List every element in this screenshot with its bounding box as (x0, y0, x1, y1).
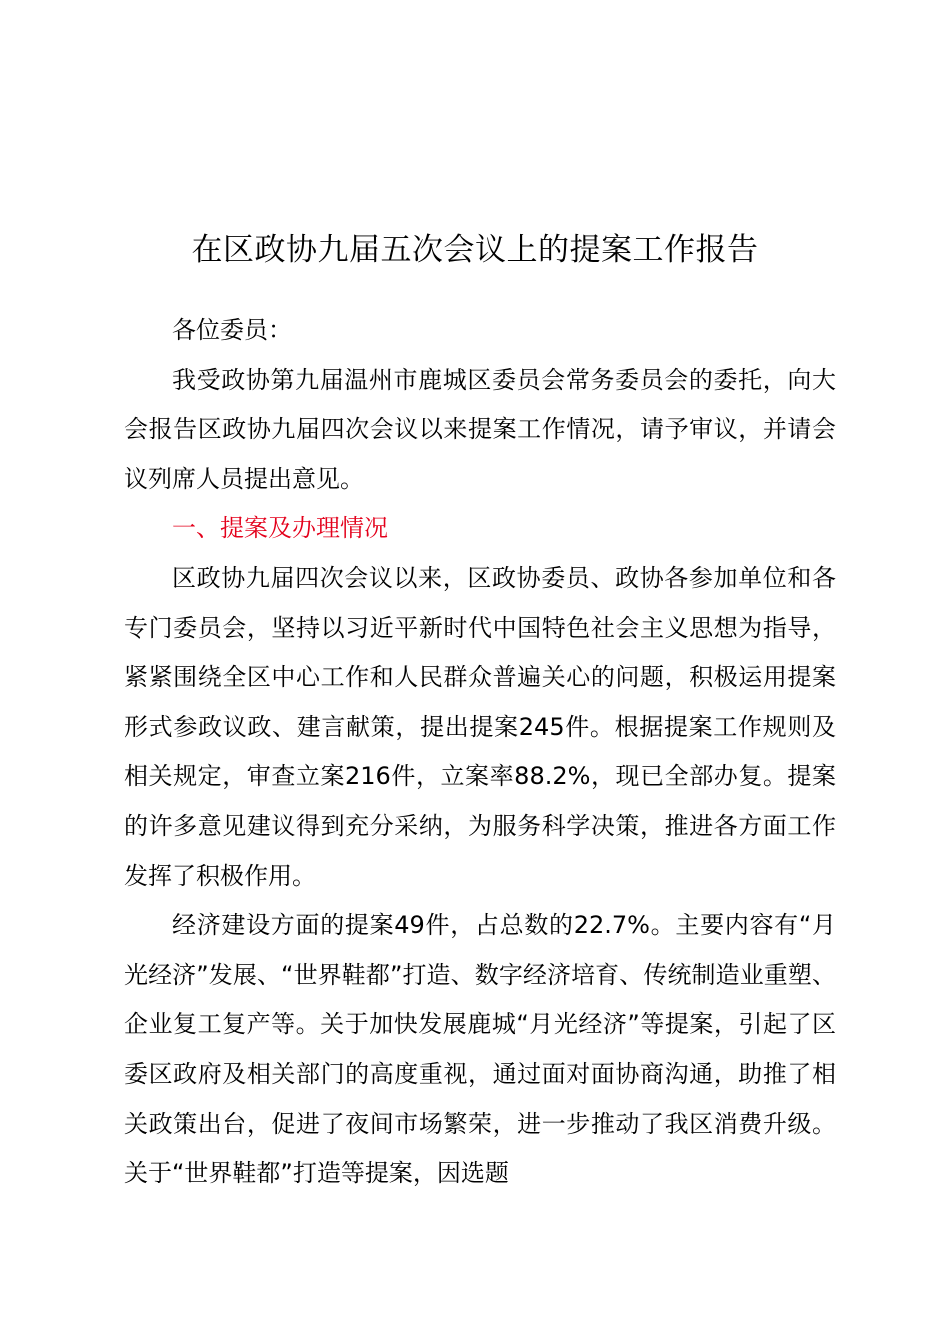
section-heading: 一、提案及办理情况 (172, 514, 388, 543)
paragraph-economy: 经济建设方面的提案49件，占总数的22.7%。主要内容有“月光经济”发展、“世界鞋都”打造、数字经济培育、传统制造业重塑、企业复工复产等。关于加快发展鹿城“月光经济”等提案，引起了区委区政府及相关部门的高度重视，通过面对面协商沟通，助推了相关政策出台，促进了夜间市场繁荣，进一步推动了我区消费升级。关于“世界鞋都”打造等提案，因选题 (124, 911, 836, 1188)
salutation: 各位委员： (172, 316, 292, 344)
paragraph-overview: 区政协九届四次会议以来，区政协委员、政协各参加单位和各专门委员会，坚持以习近平新时代中国特色社会主义思想为指导，紧紧围绕全区中心工作和人民群众普遍关心的问题，积极运用提案形式参政议政、建言献策，提出提案245件。根据提案工作规则及相关规定，审查立案216件，立案率88.2%，现已全部办复。提案的许多意见建议得到充分采纳，为服务科学决策，推进各方面工作发挥了积极作用。 (124, 563, 836, 890)
document-body (124, 306, 836, 1199)
document-title: 在区政协九届五次会议上的提案工作报告 (191, 232, 759, 268)
paragraph-intro: 我受政协第九届温州市鹿城区委员会常务委员会的委托，向大会报告区政协九届四次会议以来提案工作情况，请予审议，并请会议列席人员提出意见。 (124, 365, 836, 493)
